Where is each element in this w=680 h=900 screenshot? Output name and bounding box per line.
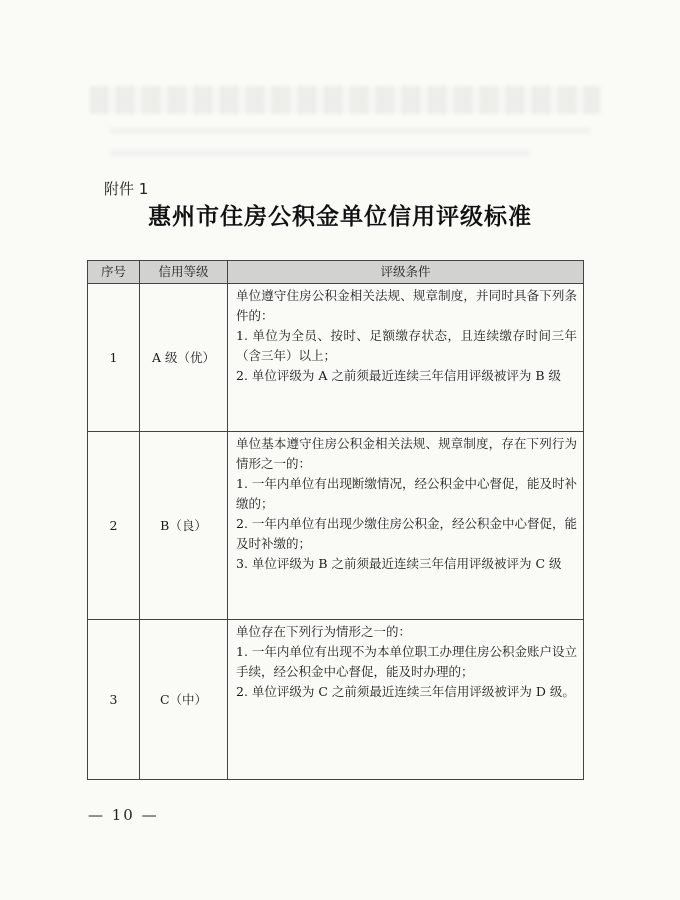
row-grade: C（中） [140, 620, 228, 780]
header-conditions: 评级条件 [228, 261, 584, 284]
bleed-through-line [110, 128, 590, 134]
row-number: 1 [88, 284, 140, 432]
condition-text: 2. 单位评级为 C 之前须最近连续三年信用评级被评为 D 级。 [236, 684, 575, 699]
table-row [88, 432, 584, 620]
table-header-row [88, 261, 584, 284]
condition-text: 1. 一年内单位有出现断缴情况，经公积金中心督促，能及时补缴的； [236, 476, 577, 511]
condition-text: 1. 一年内单位有出现不为本单位职工办理住房公积金账户设立手续，经公积金中心督促，能及时办理的； [236, 644, 577, 679]
document-title: 惠州市住房公积金单位信用评级标准 [148, 204, 532, 230]
page-number: — 10 — [88, 806, 159, 824]
condition-text: 单位存在下列行为情形之一的： [236, 624, 412, 639]
attachment-label: 附件 1 [104, 180, 149, 198]
table-row [88, 284, 584, 432]
condition-text: 3. 单位评级为 B 之前须最近连续三年信用评级被评为 C 级 [236, 556, 562, 571]
bleed-through-line [110, 150, 530, 156]
condition-text: 1. 单位为全员、按时、足额缴存状态，且连续缴存时间三年（含三年）以上； [236, 328, 577, 363]
condition-text: 2. 一年内单位有出现少缴住房公积金，经公积金中心督促，能及时补缴的； [236, 516, 577, 551]
row-conditions [228, 284, 584, 432]
header-grade: 信用等级 [140, 261, 228, 284]
row-grade: A 级（优） [140, 284, 228, 432]
row-conditions [228, 620, 584, 780]
header-number: 序号 [88, 261, 140, 284]
rating-standard-table [87, 260, 584, 780]
row-number: 3 [88, 620, 140, 780]
bleed-through-text [90, 86, 600, 114]
condition-text: 单位基本遵守住房公积金相关法规、规章制度，存在下列行为情形之一的： [236, 436, 577, 471]
condition-text: 单位遵守住房公积金相关法规、规章制度，并同时具备下列条件的： [236, 288, 577, 323]
table-row [88, 620, 584, 780]
condition-text: 2. 单位评级为 A 之前须最近连续三年信用评级被评为 B 级 [236, 368, 562, 383]
row-number: 2 [88, 432, 140, 620]
row-conditions [228, 432, 584, 620]
row-grade: B（良） [140, 432, 228, 620]
